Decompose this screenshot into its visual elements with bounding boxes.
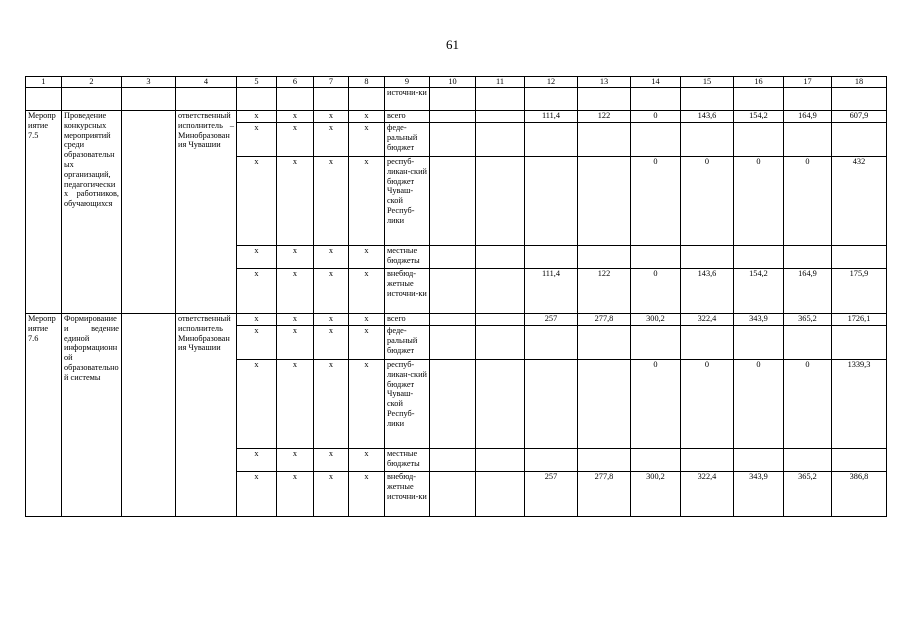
column-header-4: 4: [176, 77, 237, 88]
code-cell-8: x: [349, 111, 385, 123]
column-header-2: 2: [62, 77, 122, 88]
value-cell-14: 300,2: [631, 472, 681, 517]
value-cell-15: 322,4: [681, 472, 734, 517]
value-cell-10: [430, 269, 476, 314]
code-cell-8: x: [349, 449, 385, 472]
code-cell-6: x: [277, 326, 314, 360]
continuation-cell-2: [62, 88, 122, 111]
code-cell-7: x: [314, 449, 349, 472]
funding-source: местные бюджеты: [385, 246, 430, 269]
value-cell-18: 175,9: [832, 269, 887, 314]
value-cell-18: 1339,3: [832, 360, 887, 449]
column-header-5: 5: [237, 77, 277, 88]
value-cell-15: [681, 123, 734, 157]
value-cell-12: [525, 157, 578, 246]
column-header-8: 8: [349, 77, 385, 88]
code-cell-8: x: [349, 472, 385, 517]
code-cell-8: x: [349, 269, 385, 314]
column-header-15: 15: [681, 77, 734, 88]
code-cell-6: x: [277, 111, 314, 123]
value-cell-12: [525, 326, 578, 360]
column-header-13: 13: [578, 77, 631, 88]
value-cell-11: [476, 360, 525, 449]
column-header-9: 9: [385, 77, 430, 88]
value-cell-15: 322,4: [681, 314, 734, 326]
funding-source: местные бюджеты: [385, 449, 430, 472]
value-cell-12: 111,4: [525, 269, 578, 314]
code-cell-5: x: [237, 314, 277, 326]
value-cell-16: 154,2: [734, 111, 784, 123]
value-cell-12: 111,4: [525, 111, 578, 123]
value-cell-16: [734, 123, 784, 157]
continuation-cell-10: [430, 88, 476, 111]
value-cell-17: 365,2: [784, 472, 832, 517]
value-cell-12: 257: [525, 314, 578, 326]
code-cell-8: x: [349, 123, 385, 157]
code-cell-7: x: [314, 246, 349, 269]
column-header-18: 18: [832, 77, 887, 88]
code-cell-8: x: [349, 157, 385, 246]
event-col3: [122, 111, 176, 314]
code-cell-8: x: [349, 246, 385, 269]
value-cell-12: [525, 246, 578, 269]
value-cell-11: [476, 326, 525, 360]
value-cell-17: 0: [784, 157, 832, 246]
value-cell-10: [430, 449, 476, 472]
value-cell-12: [525, 360, 578, 449]
event-code: Мероприятие 7.6: [26, 314, 62, 517]
value-cell-10: [430, 246, 476, 269]
value-cell-14: 0: [631, 269, 681, 314]
code-cell-5: x: [237, 123, 277, 157]
code-cell-7: x: [314, 360, 349, 449]
header-row: [26, 77, 887, 88]
column-header-10: 10: [430, 77, 476, 88]
code-cell-7: x: [314, 269, 349, 314]
code-cell-6: x: [277, 157, 314, 246]
column-header-3: 3: [122, 77, 176, 88]
value-cell-12: 257: [525, 472, 578, 517]
value-cell-17: 365,2: [784, 314, 832, 326]
code-cell-5: x: [237, 360, 277, 449]
value-cell-11: [476, 449, 525, 472]
event-name: Формирование и ведение единой информационной образовательной системы: [62, 314, 122, 517]
value-cell-14: [631, 326, 681, 360]
funding-source: респуб-ликан-ский бюджет Чуваш-ской Респуб-лики: [385, 360, 430, 449]
funding-source: респуб-ликан-ский бюджет Чуваш-ской Респуб-лики: [385, 157, 430, 246]
column-header-17: 17: [784, 77, 832, 88]
value-cell-10: [430, 157, 476, 246]
value-cell-15: 0: [681, 157, 734, 246]
column-header-7: 7: [314, 77, 349, 88]
value-cell-16: 0: [734, 360, 784, 449]
code-cell-8: x: [349, 314, 385, 326]
continuation-cell-11: [476, 88, 525, 111]
value-cell-15: [681, 326, 734, 360]
continuation-cell-15: [681, 88, 734, 111]
value-cell-13: 122: [578, 269, 631, 314]
value-cell-13: [578, 246, 631, 269]
code-cell-5: x: [237, 326, 277, 360]
value-cell-11: [476, 111, 525, 123]
code-cell-7: x: [314, 314, 349, 326]
value-cell-15: 143,6: [681, 269, 734, 314]
value-cell-10: [430, 326, 476, 360]
code-cell-6: x: [277, 449, 314, 472]
value-cell-17: [784, 326, 832, 360]
value-cell-11: [476, 314, 525, 326]
column-header-1: 1: [26, 77, 62, 88]
table-row: [26, 111, 887, 123]
value-cell-13: [578, 123, 631, 157]
code-cell-5: x: [237, 269, 277, 314]
column-header-11: 11: [476, 77, 525, 88]
value-cell-18: 1726,1: [832, 314, 887, 326]
continuation-source: источни-ки: [385, 88, 430, 111]
code-cell-5: x: [237, 111, 277, 123]
value-cell-10: [430, 472, 476, 517]
value-cell-13: 122: [578, 111, 631, 123]
value-cell-18: 386,8: [832, 472, 887, 517]
code-cell-6: x: [277, 123, 314, 157]
code-cell-6: x: [277, 472, 314, 517]
value-cell-16: 343,9: [734, 472, 784, 517]
value-cell-13: [578, 326, 631, 360]
continuation-row: [26, 88, 887, 111]
value-cell-10: [430, 123, 476, 157]
column-header-16: 16: [734, 77, 784, 88]
code-cell-5: x: [237, 472, 277, 517]
value-cell-13: [578, 360, 631, 449]
funding-source: феде-ральный бюджет: [385, 326, 430, 360]
value-cell-18: [832, 449, 887, 472]
value-cell-10: [430, 314, 476, 326]
value-cell-12: [525, 123, 578, 157]
value-cell-17: [784, 246, 832, 269]
continuation-cell-4: [176, 88, 237, 111]
value-cell-18: 432: [832, 157, 887, 246]
page-number: 61: [446, 37, 459, 52]
event-code: Мероприятие 7.5: [26, 111, 62, 314]
value-cell-18: [832, 246, 887, 269]
value-cell-18: 607,9: [832, 111, 887, 123]
value-cell-14: 0: [631, 111, 681, 123]
code-cell-8: x: [349, 360, 385, 449]
value-cell-11: [476, 157, 525, 246]
column-header-6: 6: [277, 77, 314, 88]
event-executor: ответственный исполнитель Минобразования Чувашии: [176, 314, 237, 517]
value-cell-17: 0: [784, 360, 832, 449]
event-executor: ответственный исполнитель – Минобразования Чувашии: [176, 111, 237, 314]
continuation-cell-6: [277, 88, 314, 111]
value-cell-15: 0: [681, 360, 734, 449]
value-cell-17: [784, 123, 832, 157]
event-col3: [122, 314, 176, 517]
code-cell-5: x: [237, 449, 277, 472]
value-cell-14: 0: [631, 360, 681, 449]
value-cell-13: 277,8: [578, 472, 631, 517]
value-cell-11: [476, 472, 525, 517]
funding-source: внебюд-жетные источни-ки: [385, 472, 430, 517]
funding-source: феде-ральный бюджет: [385, 123, 430, 157]
continuation-cell-13: [578, 88, 631, 111]
code-cell-7: x: [314, 157, 349, 246]
code-cell-5: x: [237, 157, 277, 246]
code-cell-6: x: [277, 246, 314, 269]
value-cell-11: [476, 246, 525, 269]
continuation-cell-16: [734, 88, 784, 111]
code-cell-5: x: [237, 246, 277, 269]
value-cell-17: [784, 449, 832, 472]
value-cell-17: 164,9: [784, 111, 832, 123]
value-cell-15: [681, 246, 734, 269]
continuation-cell-18: [832, 88, 887, 111]
funding-source: внебюд-жетные источни-ки: [385, 269, 430, 314]
value-cell-11: [476, 123, 525, 157]
value-cell-16: 0: [734, 157, 784, 246]
value-cell-17: 164,9: [784, 269, 832, 314]
code-cell-7: x: [314, 123, 349, 157]
value-cell-16: 343,9: [734, 314, 784, 326]
value-cell-18: [832, 123, 887, 157]
value-cell-14: 300,2: [631, 314, 681, 326]
code-cell-6: x: [277, 269, 314, 314]
code-cell-8: x: [349, 326, 385, 360]
value-cell-16: 154,2: [734, 269, 784, 314]
value-cell-15: [681, 449, 734, 472]
table-row: [26, 314, 887, 326]
code-cell-7: x: [314, 472, 349, 517]
value-cell-14: [631, 123, 681, 157]
funding-source: всего: [385, 111, 430, 123]
code-cell-6: x: [277, 360, 314, 449]
continuation-cell-12: [525, 88, 578, 111]
value-cell-10: [430, 360, 476, 449]
value-cell-14: [631, 246, 681, 269]
continuation-cell-5: [237, 88, 277, 111]
funding-source: всего: [385, 314, 430, 326]
value-cell-16: [734, 246, 784, 269]
code-cell-7: x: [314, 111, 349, 123]
value-cell-16: [734, 449, 784, 472]
value-cell-16: [734, 326, 784, 360]
value-cell-15: 143,6: [681, 111, 734, 123]
value-cell-13: [578, 157, 631, 246]
budget-table: [25, 76, 887, 517]
continuation-cell-8: [349, 88, 385, 111]
continuation-cell-3: [122, 88, 176, 111]
column-header-12: 12: [525, 77, 578, 88]
column-header-14: 14: [631, 77, 681, 88]
code-cell-6: x: [277, 314, 314, 326]
continuation-cell-14: [631, 88, 681, 111]
value-cell-12: [525, 449, 578, 472]
value-cell-13: [578, 449, 631, 472]
continuation-cell-17: [784, 88, 832, 111]
value-cell-13: 277,8: [578, 314, 631, 326]
continuation-cell-7: [314, 88, 349, 111]
code-cell-7: x: [314, 326, 349, 360]
event-name: Проведение конкурсных мероприятий среди образовательных организаций, педагогических работников, обучающихся: [62, 111, 122, 314]
value-cell-10: [430, 111, 476, 123]
value-cell-11: [476, 269, 525, 314]
continuation-cell-1: [26, 88, 62, 111]
value-cell-14: [631, 449, 681, 472]
value-cell-18: [832, 326, 887, 360]
value-cell-14: 0: [631, 157, 681, 246]
